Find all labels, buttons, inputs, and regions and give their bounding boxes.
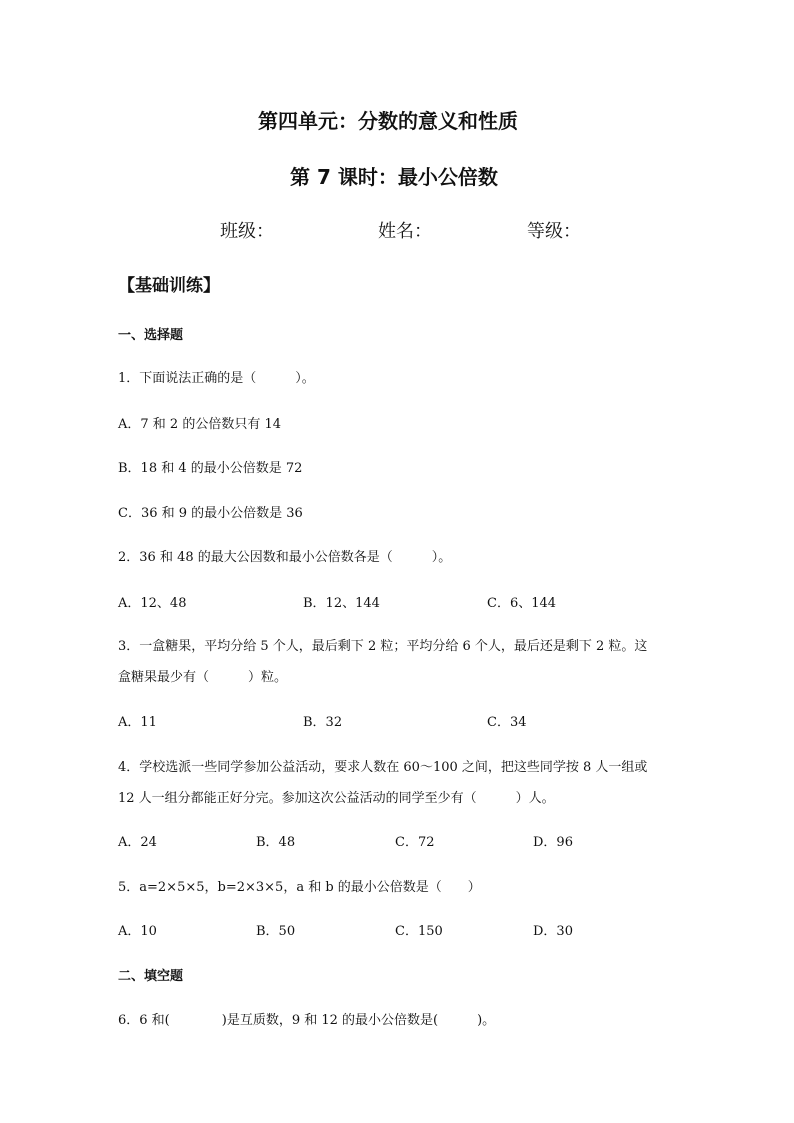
- q3-stem-line1: 3．一盒糖果，平均分给 5 个人，最后剩下 2 粒；平均分给 6 个人，最后还是剩下 2 粒。这: [118, 639, 648, 654]
- q3-option-a: A．11: [118, 715, 157, 730]
- unit-title: 第四单元：分数的意义和性质: [258, 109, 518, 133]
- q2-stem: 2．36 和 48 的最大公因数和最小公倍数各是（ ）。: [118, 550, 452, 565]
- section1-heading: 一、选择题: [118, 328, 184, 343]
- q4-option-a: A．24: [118, 835, 157, 850]
- q2-option-b: B．12、144: [303, 596, 380, 611]
- q4-option-d: D．96: [533, 835, 573, 850]
- q3-stem-line2: 盒糖果最少有（ ）粒。: [118, 670, 288, 685]
- name-label: 姓名：: [378, 221, 432, 242]
- q4-option-c: C．72: [395, 835, 435, 850]
- q1-option-c: C．36 和 9 的最小公倍数是 36: [118, 506, 303, 521]
- q4-stem-line2: 12 人一组分都能正好分完。参加这次公益活动的同学至少有（ ）人。: [118, 791, 555, 806]
- q2-option-c: C．6、144: [487, 596, 557, 611]
- q4-stem-line1: 4．学校选派一些同学参加公益活动，要求人数在 60～100 之间，把这些同学按 8 人一组或: [118, 760, 648, 775]
- lesson-title: 第 7 课时：最小公倍数: [290, 165, 498, 189]
- q5-option-b: B．50: [256, 924, 296, 939]
- q3-option-c: C．34: [487, 715, 527, 730]
- q2-option-a: A．12、48: [118, 596, 187, 611]
- q4-option-b: B．48: [256, 835, 296, 850]
- q1-option-a: A．7 和 2 的公倍数只有 14: [118, 417, 282, 432]
- basic-training-heading: 【基础训练】: [118, 276, 220, 296]
- grade-label: 等级：: [527, 221, 581, 242]
- q5-option-c: C．150: [395, 924, 443, 939]
- section2-heading: 二、填空题: [118, 969, 184, 984]
- q5-option-d: D．30: [533, 924, 573, 939]
- q5-stem: 5．a=2×5×5，b=2×3×5，a 和 b 的最小公倍数是（ ）: [118, 880, 481, 895]
- class-label: 班级：: [220, 221, 274, 242]
- q1-stem: 1．下面说法正确的是（ ）。: [118, 371, 315, 386]
- q6-stem: 6．6 和( )是互质数，9 和 12 的最小公倍数是( )。: [118, 1013, 496, 1028]
- q1-option-b: B．18 和 4 的最小公倍数是 72: [118, 461, 303, 476]
- q5-option-a: A．10: [118, 924, 157, 939]
- q3-option-b: B．32: [303, 715, 343, 730]
